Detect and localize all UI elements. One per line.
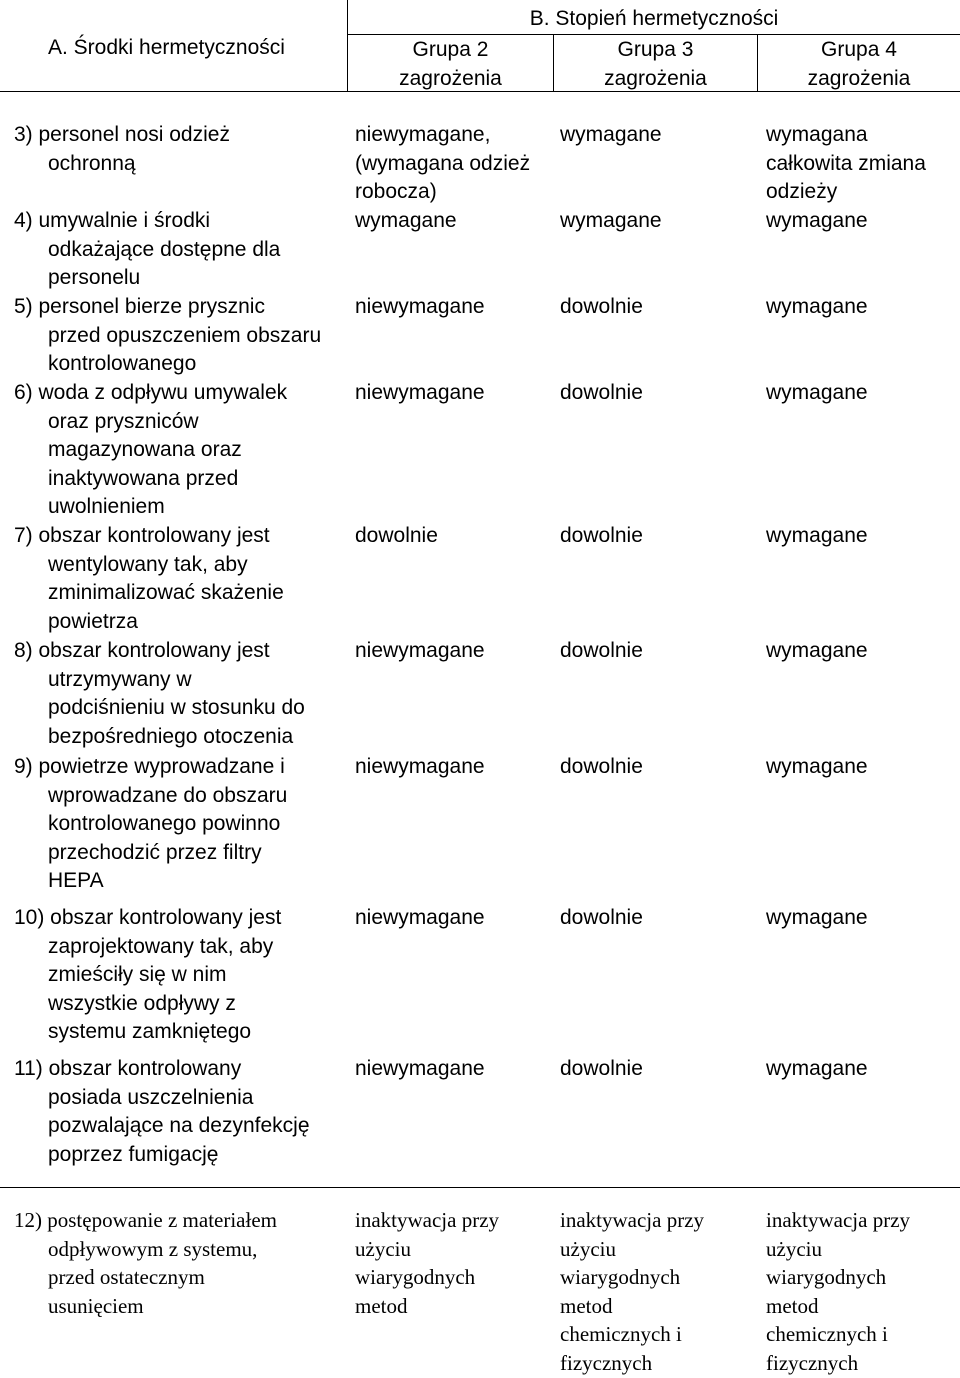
row-label-10: 10) obszar kontrolowany jest zaprojektowany tak, aby zmieściły się w nim wszystkie odpływy z systemu zamkniętego <box>14 906 282 1044</box>
row-10-group-4: wymagane <box>766 906 868 929</box>
row-11-group-2: niewymagane <box>355 1057 485 1080</box>
row-9-group-2: niewymagane <box>355 755 485 778</box>
row-7-group-3: dowolnie <box>560 524 643 547</box>
row-9-group-3: dowolnie <box>560 755 643 778</box>
row-3-group-2: niewymagane, (wymagana odzież robocza) <box>355 123 531 204</box>
group-4-header <box>758 36 960 93</box>
row-7-group-2: dowolnie <box>355 524 438 547</box>
row-11-group-3: dowolnie <box>560 1057 643 1080</box>
row-label-3: 3) personel nosi odzież ochronną <box>14 123 230 175</box>
group-2-sublabel: zagrożenia <box>399 66 502 90</box>
row-12-group-2: inaktywacja przy użyciu wiarygodnych metod <box>355 1208 500 1318</box>
row-4-group-2: wymagane <box>355 209 457 232</box>
row-5-group-3: dowolnie <box>560 295 643 318</box>
row-6-group-4: wymagane <box>766 381 868 404</box>
group-header-top-rule <box>348 34 960 35</box>
row-7-group-4: wymagane <box>766 524 868 547</box>
group-2-label: Grupa 2 <box>412 38 489 61</box>
row-3-group-3: wymagane <box>560 123 662 146</box>
row-12-group-4: inaktywacja przy użyciu wiarygodnych metod chemicznych i fizycznych <box>766 1208 911 1375</box>
row-label-9: 9) powietrze wyprowadzane i wprowadzane do obszaru kontrolowanego powinno przechodzić przez filtry HEPA <box>14 755 288 893</box>
group-3-label: Grupa 3 <box>617 38 694 61</box>
row-8-group-2: niewymagane <box>355 639 485 662</box>
group-3-sublabel: zagrożenia <box>604 66 707 90</box>
row12-top-rule <box>0 1187 960 1188</box>
row-10-group-2: niewymagane <box>355 906 485 929</box>
row-12-group-3: inaktywacja przy użyciu wiarygodnych metod chemicznych i fizycznych <box>560 1208 705 1375</box>
row-9-group-4: wymagane <box>766 755 868 778</box>
row-3-group-4: wymagana całkowita zmiana odzieży <box>766 123 926 204</box>
row-6-group-3: dowolnie <box>560 381 643 404</box>
row-5-group-2: niewymagane <box>355 295 485 318</box>
group-4-sublabel: zagrożenia <box>807 66 911 90</box>
group-3-header <box>554 36 757 93</box>
row-label-5: 5) personel bierze prysznic przed opuszczeniem obszaru kontrolowanego <box>14 295 322 376</box>
row-8-group-4: wymagane <box>766 639 868 662</box>
row-10-group-3: dowolnie <box>560 906 643 929</box>
row-4-group-4: wymagane <box>766 209 868 232</box>
row-8-group-3: dowolnie <box>560 639 643 662</box>
group-4-label: Grupa 4 <box>821 38 897 61</box>
section-b-title: B. Stopień hermetyczności <box>529 7 779 30</box>
row-label-12: 12) postępowanie z materiałem odpływowym z systemu, przed ostatecznym usunięciem <box>14 1208 277 1318</box>
row-label-11: 11) obszar kontrolowany posiada uszczelnienia pozwalające na dezynfekcję poprzez fumigację <box>14 1057 310 1166</box>
row-5-group-4: wymagane <box>766 295 868 318</box>
row-label-7: 7) obszar kontrolowany jest wentylowany tak, aby zminimalizować skażenie powietrza <box>14 524 284 633</box>
row-6-group-2: niewymagane <box>355 381 485 404</box>
section-a-title: A. Środki hermetyczności <box>48 36 285 59</box>
row-label-8: 8) obszar kontrolowany jest utrzymywany w podciśnieniu w stosunku do bezpośredniego otoczenia <box>14 639 305 748</box>
row-label-4: 4) umywalnie i środki odkażające dostępne dla personelu <box>14 209 281 290</box>
group-2-header <box>348 36 553 93</box>
row-11-group-4: wymagane <box>766 1057 868 1080</box>
row-label-6: 6) woda z odpływu umywalek oraz pryszniców magazynowana oraz inaktywowana przed uwolnieniem <box>14 381 288 519</box>
row-4-group-3: wymagane <box>560 209 662 232</box>
